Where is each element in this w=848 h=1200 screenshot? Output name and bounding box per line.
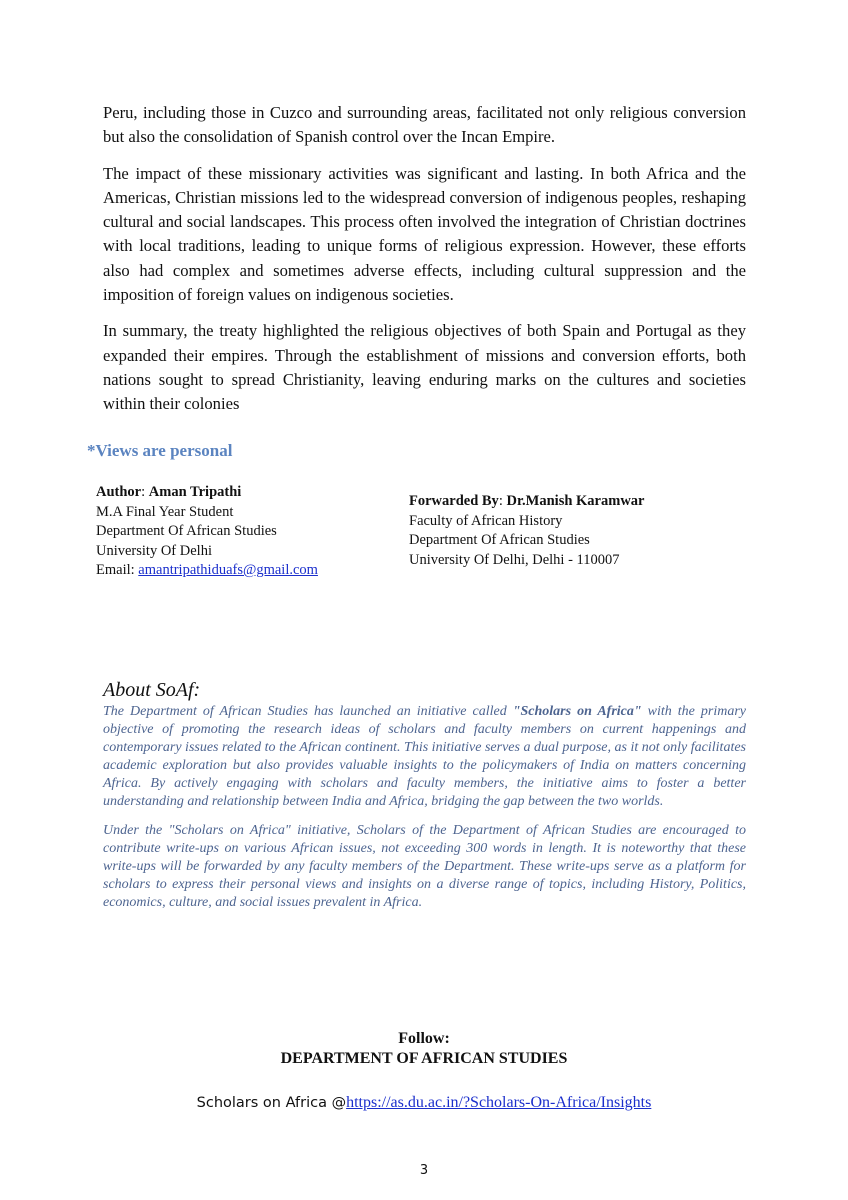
forwarded-label: Forwarded By [409,493,499,509]
author-line: University Of Delhi [96,542,212,559]
email-label: Email: [96,562,139,578]
author-label: Author [96,484,142,500]
initiative-name: "Scholars on Africa" [512,704,642,719]
author-block: Author: Aman Tripathi M.A Final Year Student Department Of African Studies University Of Delhi Email: amantripathiduafs@gmail.com [96,484,318,578]
paragraph: Peru, including those in Cuzco and surrounding areas, facilitated not only religious conversion but also the consolidation of Spanish control over the Incan Empire. [103,103,746,147]
author-name: Aman Tripathi [148,484,242,500]
author-line: Department Of African Studies [96,523,277,539]
follow-label: Follow: [398,1030,450,1047]
author-line: M.A Final Year Student [96,503,234,520]
email-link[interactable]: amantripathiduafs@gmail.com [138,562,318,578]
forwarded-line: University Of Delhi, Delhi - 110007 [409,551,620,568]
insights-link[interactable]: https://as.du.ac.in/?Scholars-On-Africa/Insights [346,1094,652,1111]
page-number: 3 [419,1163,429,1178]
follow-link-line [0,1094,848,1112]
forwarded-line: Faculty of African History [409,512,563,529]
paragraph: In summary, the treaty highlighted the religious objectives of both Spain and Portugal as they expanded their empires. Through the establishment of missions and conversion efforts, both nations sought to spread Christianity, leaving enduring marks on the cultures and societies within their colonies [103,321,746,414]
about-text-part: The Department of African Studies has launched an initiative called [103,704,513,719]
about-paragraph [103,703,746,812]
department-name: DEPARTMENT OF AFRICAN STUDIES [280,1050,568,1067]
body-text [103,101,746,429]
forwarded-name: Dr.Manish Karamwar [506,493,645,509]
paragraph: The impact of these missionary activities was significant and lasting. In both Africa and the Americas, Christian missions led to the widespread conversion of indigenous peoples, reshaping cultural and social landscapes. This process often involved the integration of Christian doctrines with local traditions, leading to unique forms of religious expression. However, these efforts also had complex and sometimes adverse effects, including cultural suppression and the imposition of foreign values on indigenous societies. [103,163,746,305]
about-paragraph: Under the "Scholars on Africa" initiative, Scholars of the Department of African Studies are encouraged to contribute write-ups on various African issues, not exceeding 300 words in length. It is noteworthy that these write-ups will be forwarded by any faculty members of the Department. These write-ups serve as a platform for scholars to express their personal views and insights on a diverse range of topics, including History, Politics, economics, culture, and social issues prevalent in Africa. [103,822,746,910]
about-text-part: with the primary objective of promoting the research ideas of scholars and faculty members on current happenings and contemporary issues related to the African continent. This initiative serves a dual purpose, as it not only facilitates academic exploration but also provides valuable insights to the policymakers of India on matters concerning Africa. By actively engaging with scholars and faculty members, the initiative aims to foster a better understanding and relationship between India and Africa, bridging the gap between the two worlds. [103,704,747,810]
views-note: *Views are personal [87,441,233,460]
forwarded-line: Department Of African Studies [409,532,590,548]
about-title: About SoAf: [103,679,201,701]
link-prefix: Scholars on Africa @ [196,1095,347,1111]
forwarded-block: Forwarded By: Dr.Manish Karamwar Faculty of African History Department Of African Studies University Of Delhi, Delhi - 110007 [409,492,644,570]
about-text [103,703,746,922]
